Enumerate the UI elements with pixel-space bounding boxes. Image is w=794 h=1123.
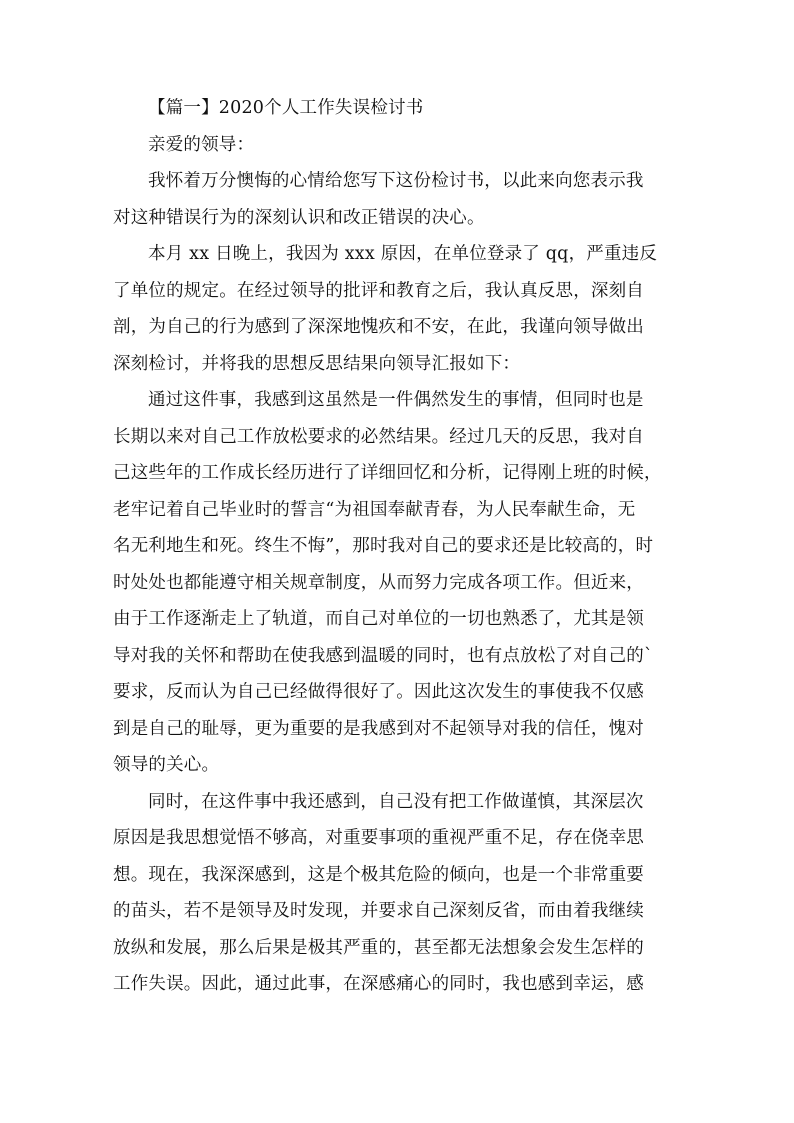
paragraph-line: 老牢记着自己毕业时的誓言“为祖国奉献青春，为人民奉献生命，无 <box>113 499 636 520</box>
paragraph-line: 导对我的关怀和帮助在使我感到温暖的同时，也有点放松了对自己的` <box>113 645 653 666</box>
document-body <box>113 90 679 1003</box>
paragraph-line: 由于工作逐渐走上了轨道，而自己对单位的一切也熟悉了，尤其是领 <box>113 609 644 629</box>
paragraph-line: 长期以来对自己工作放松要求的必然结果。经过几天的反思，我对自 <box>113 426 644 447</box>
paragraph-1 <box>113 163 679 236</box>
paragraph-line: 对这种错误行为的深刻认识和改正错误的决心。 <box>113 207 485 228</box>
paragraph-line: 剖，为自己的行为感到了深深地愧疚和不安，在此，我谨向领导做出 <box>113 317 644 337</box>
paragraph-line: 原因是我思想觉悟不够高，对重要事项的重视严重不足，存在侥幸思 <box>113 828 644 848</box>
paragraph-line: 要求，反而认为自己已经做得很好了。因此这次发生的事使我不仅感 <box>113 682 644 702</box>
paragraph-line: 领导的关心。 <box>113 755 220 775</box>
paragraph-line: 我怀着万分懊悔的心情给您写下这份检讨书，以此来向您表示我 <box>148 171 644 191</box>
paragraph-line: 己这些年的工作成长经历进行了详细回忆和分析，记得刚上班的时候， <box>113 463 662 483</box>
paragraph-4 <box>113 784 679 1003</box>
paragraph-line: 了单位的规定。在经过领导的批评和教育之后，我认真反思，深刻自 <box>113 280 644 301</box>
paragraph-line: 本月 xx 日晚上，我因为 xxx 原因，在单位登录了 qq，严重违反 <box>148 244 658 264</box>
paragraph-line: 时处处也都能遵守相关规章制度，从而努力完成各项工作。但近来， <box>113 572 644 593</box>
salutation: 亲爱的领导： <box>148 134 255 155</box>
paragraph-line: 放纵和发展，那么后果是极其严重的，甚至都无法想象会发生怎样的 <box>113 937 644 958</box>
paragraph-line: 名无利地生和死。终生不悔”，那时我对自己的要求还是比较高的，时 <box>113 536 654 556</box>
document-title: 【篇一】2020个人工作失误检讨书 <box>148 98 424 118</box>
paragraph-2 <box>113 236 679 382</box>
paragraph-line: 想。现在，我深深感到，这是个极其危险的倾向，也是一个非常重要 <box>113 864 644 885</box>
paragraph-line: 的苗头，若不是领导及时发现，并要求自己深刻反省，而由着我继续 <box>113 901 644 921</box>
paragraph-line: 工作失误。因此，通过此事，在深感痛心的同时，我也感到幸运，感 <box>113 974 644 994</box>
paragraph-3 <box>113 382 679 784</box>
paragraph-line: 到是自己的耻辱，更为重要的是我感到对不起领导对我的信任，愧对 <box>113 718 644 739</box>
paragraph-line: 深刻检讨，并将我的思想反思结果向领导汇报如下： <box>113 353 521 374</box>
paragraph-line: 同时，在这件事中我还感到，自己没有把工作做谨慎，其深层次 <box>148 791 644 812</box>
paragraph-line: 通过这件事，我感到这虽然是一件偶然发生的事情，但同时也是 <box>148 390 644 410</box>
